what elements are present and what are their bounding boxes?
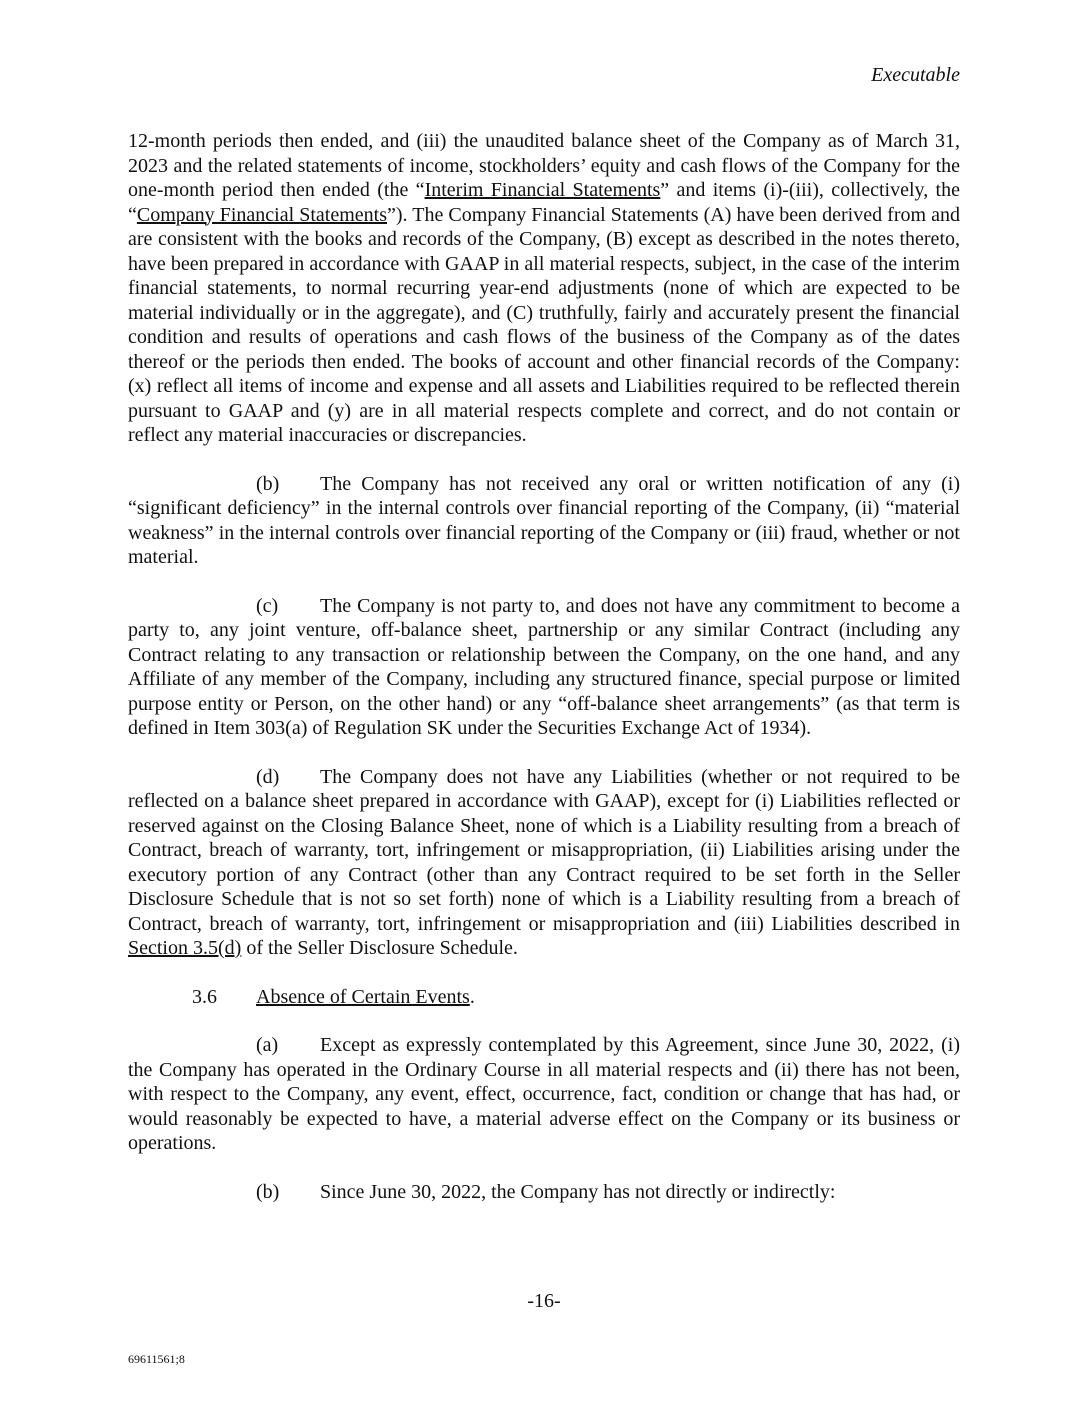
paragraph-a-text-1: 12-month periods then ended, and (iii) the unaudited balance sheet of the Company as of March 31, 2023 and the related statements of income, stockholders’ equity and cash flows of the Company for the one-month period then ended (the “ — [128, 130, 960, 201]
paragraph-3-6-b — [128, 1180, 960, 1205]
section-number: 3.6 — [192, 985, 217, 1008]
page-number: -16- — [527, 1290, 561, 1312]
defined-term-company-financial-statements: Company Financial Statements — [136, 203, 388, 226]
paragraph-3-6-a-text: Except as expressly contemplated by this Agreement, since June 30, 2022, (i) the Company has operated in the Ordinary Course in all material respects and (ii) there has not been, with respect to the Company, any event, effect, occurrence, fact, condition or change that has had, or would reasonably be expected to have, a material adverse effect on the Company or its business or operations. — [128, 1034, 960, 1154]
defined-term-interim-financial-statements: Interim Financial Statements — [424, 179, 661, 201]
paragraph-d-text-1: The Company does not have any Liabilities (whether or not required to be reflected on a balance sheet prepared in accordance with GAAP), except for (i) Liabilities reflected or reserved against on the Closing Balance Sheet, none of which is a Liability resulting from a breach of Contract, breach of warranty, tort, infringement or misappropriation, (ii) Liabilities arising under the executory portion of any Contract (other than any Contract required to be set forth in the Seller Disclosure Schedule that is not so set forth) none of which is a Liability resulting from a breach of Contract, breach of warranty, tort, infringement or misappropriation and (iii) Liabilities described in — [128, 765, 960, 935]
section-title: Absence of Certain Events — [256, 985, 470, 1008]
header-label: Executable — [871, 64, 960, 86]
paragraph-b-label: (b) — [256, 472, 280, 495]
paragraph-c-label: (c) — [256, 594, 279, 617]
paragraph-a-text-3: ”). The Company Financial Statements (A) have been derived from and are consistent with the books and records of the Company, (B) except as described in the notes thereto, have been prepared in accordance with GAAP in all material respects, subject, in the case of the interim financial statements, to normal recurring year-end adjustments (none of which are expected to be material individually or in the aggregate), and (C) truthfully, fairly and accurately present the financial condition and results of operations and cash flows of the business of the Company as of the dates thereof or the periods then ended. The books of account and other financial records of the Company: (x) reflect all items of income and expense and all assets and Liabilities required to be reflected therein pursuant to GAAP and (y) are in all material respects complete and correct, and do not contain or reflect any material inaccuracies or discrepancies. — [128, 203, 960, 446]
document-id: 69611561;8 — [128, 1352, 185, 1366]
paragraph-d-text-2: of the Seller Disclosure Schedule. — [241, 937, 518, 959]
paragraph-b — [128, 472, 960, 570]
paragraph-c-text: The Company is not party to, and does not have any commitment to become a party to, any joint venture, off-balance sheet, partnership or any similar Contract (including any Contract relating to any transaction or relationship between the Company, on the one hand, and any Affiliate of any member of the Company, including any structured finance, special purpose or limited purpose entity or Person, on the other hand) or any “off-balance sheet arrangements” (as that term is defined in Item 303(a) of Regulation SK under the Securities Exchange Act of 1934). — [128, 594, 960, 739]
paragraph-a-continued — [128, 129, 960, 448]
paragraph-b-text: The Company has not received any oral or written notification of any (i) “significant deficiency” in the internal controls over financial reporting of the Company, (ii) “material weakness” in the internal controls over financial reporting of the Company or (iii) fraud, whether or not material. — [128, 472, 960, 568]
section-reference-3-5-d: Section 3.5(d) — [128, 937, 242, 959]
paragraph-3-6-b-text: Since June 30, 2022, the Company has not directly or indirectly: — [320, 1180, 836, 1203]
paragraph-d — [128, 765, 960, 961]
document-body — [128, 129, 960, 1228]
paragraph-c — [128, 594, 960, 741]
section-3-6-heading — [128, 985, 960, 1010]
paragraph-3-6-b-label: (b) — [256, 1180, 280, 1203]
paragraph-3-6-a — [128, 1033, 960, 1156]
section-title-period: . — [469, 985, 475, 1008]
paragraph-d-label: (d) — [256, 765, 280, 788]
paragraph-3-6-a-label: (a) — [256, 1034, 279, 1056]
paragraph-a-text-2: ” and items (i)-(iii), collectively, the “ — [128, 179, 960, 226]
